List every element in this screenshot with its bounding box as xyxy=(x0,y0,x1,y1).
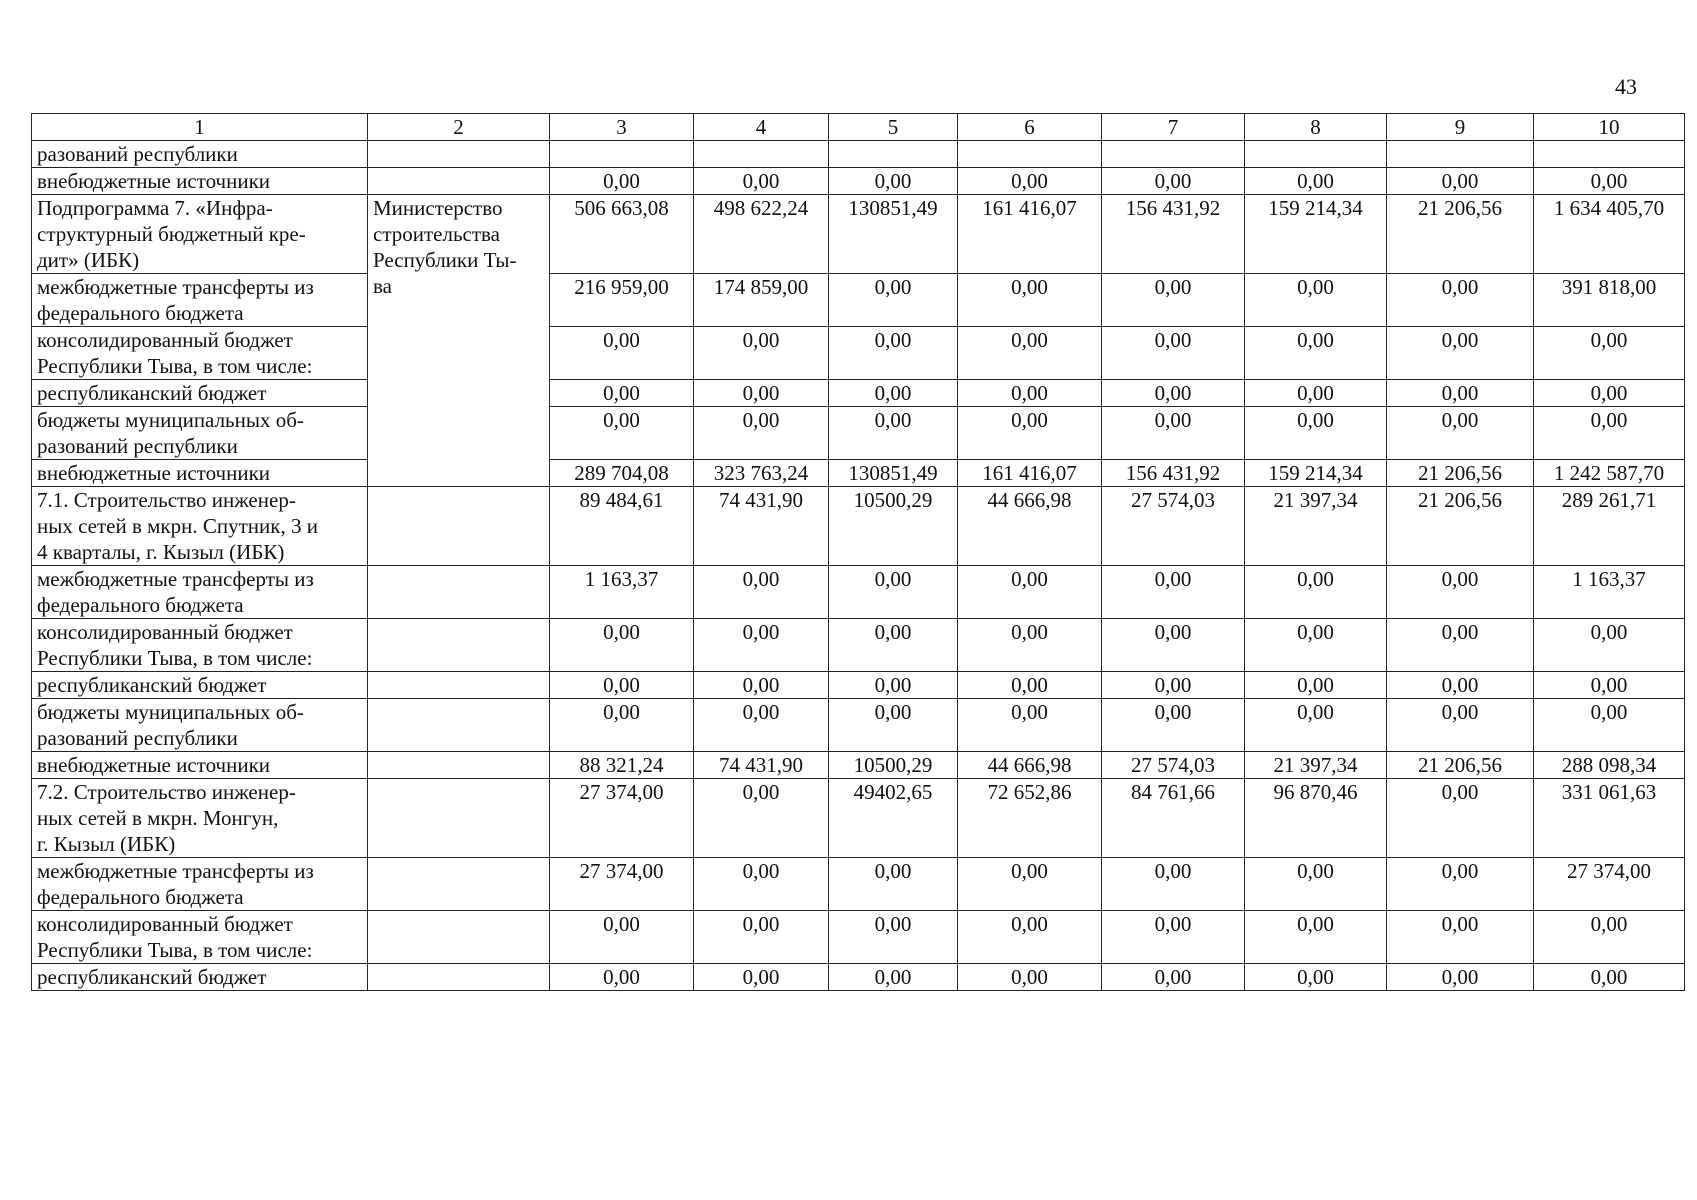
row-label xyxy=(32,752,368,779)
table-row xyxy=(32,168,1685,195)
value-cell-col-9 xyxy=(1387,141,1534,168)
row-label xyxy=(32,779,368,858)
value-cell-col-8: 0,00 xyxy=(1245,619,1387,672)
value-cell-col-7: 0,00 xyxy=(1102,380,1245,407)
value-cell-col-8: 159 214,34 xyxy=(1245,195,1387,274)
value-cell-col-6: 0,00 xyxy=(958,327,1102,380)
value-cell-col-10: 0,00 xyxy=(1534,327,1685,380)
table-row xyxy=(32,752,1685,779)
row-label-line: межбюджетные трансферты из xyxy=(37,859,314,883)
value-cell-col-8: 0,00 xyxy=(1245,380,1387,407)
row-label-line: Республики Тыва, в том числе: xyxy=(37,646,313,670)
row-label-line: разований республики xyxy=(37,142,238,166)
responsible-executor xyxy=(368,619,550,672)
responsible-executor-line: строительства xyxy=(373,222,501,246)
row-label xyxy=(32,141,368,168)
value-cell-col-7: 156 431,92 xyxy=(1102,195,1245,274)
value-cell-col-7: 0,00 xyxy=(1102,911,1245,964)
value-cell-col-6: 0,00 xyxy=(958,407,1102,460)
value-cell-col-6: 0,00 xyxy=(958,380,1102,407)
table-row xyxy=(32,619,1685,672)
value-cell-col-6: 0,00 xyxy=(958,964,1102,991)
value-cell-col-9: 0,00 xyxy=(1387,699,1534,752)
responsible-executor xyxy=(368,487,550,566)
value-cell-col-4: 323 763,24 xyxy=(694,460,829,487)
row-label-line: республиканский бюджет xyxy=(37,381,267,405)
value-cell-col-3: 89 484,61 xyxy=(550,487,694,566)
value-cell-col-10 xyxy=(1534,141,1685,168)
row-label-line: разований республики xyxy=(37,726,238,750)
responsible-executor-line: Министерство xyxy=(373,196,503,220)
table-row xyxy=(32,327,1685,380)
value-cell-col-9: 21 206,56 xyxy=(1387,487,1534,566)
row-label-line: внебюджетные источники xyxy=(37,753,271,777)
value-cell-col-7: 27 574,03 xyxy=(1102,487,1245,566)
value-cell-col-8: 0,00 xyxy=(1245,858,1387,911)
table-row xyxy=(32,964,1685,991)
value-cell-col-8: 0,00 xyxy=(1245,911,1387,964)
row-label xyxy=(32,327,368,380)
value-cell-col-6: 0,00 xyxy=(958,911,1102,964)
responsible-executor xyxy=(368,168,550,195)
value-cell-col-7 xyxy=(1102,141,1245,168)
value-cell-col-5: 0,00 xyxy=(829,911,958,964)
responsible-executor xyxy=(368,779,550,858)
value-cell-col-4: 0,00 xyxy=(694,380,829,407)
value-cell-col-10: 0,00 xyxy=(1534,168,1685,195)
value-cell-col-4: 0,00 xyxy=(694,858,829,911)
value-cell-col-4: 0,00 xyxy=(694,779,829,858)
row-label xyxy=(32,566,368,619)
value-cell-col-6: 0,00 xyxy=(958,858,1102,911)
value-cell-col-5: 130851,49 xyxy=(829,195,958,274)
row-label-line: Подпрограмма 7. «Инфра- xyxy=(37,196,273,220)
row-label-line: федерального бюджета xyxy=(37,885,244,909)
value-cell-col-4: 0,00 xyxy=(694,619,829,672)
row-label-line: ных сетей в мкрн. Спутник, 3 и xyxy=(37,514,318,538)
table-row xyxy=(32,141,1685,168)
value-cell-col-8: 0,00 xyxy=(1245,964,1387,991)
value-cell-col-9: 0,00 xyxy=(1387,566,1534,619)
value-cell-col-9: 0,00 xyxy=(1387,858,1534,911)
responsible-executor xyxy=(368,752,550,779)
value-cell-col-10: 0,00 xyxy=(1534,380,1685,407)
value-cell-col-3: 0,00 xyxy=(550,619,694,672)
value-cell-col-7: 0,00 xyxy=(1102,964,1245,991)
value-cell-col-8: 0,00 xyxy=(1245,672,1387,699)
value-cell-col-4: 498 622,24 xyxy=(694,195,829,274)
row-label xyxy=(32,168,368,195)
row-label-line: республиканский бюджет xyxy=(37,673,267,697)
value-cell-col-6: 161 416,07 xyxy=(958,460,1102,487)
column-number-1: 1 xyxy=(32,114,368,141)
table-row xyxy=(32,858,1685,911)
value-cell-col-3: 216 959,00 xyxy=(550,274,694,327)
table-row xyxy=(32,407,1685,460)
value-cell-col-6: 72 652,86 xyxy=(958,779,1102,858)
row-label-line: дит» (ИБК) xyxy=(37,248,140,272)
value-cell-col-8: 21 397,34 xyxy=(1245,752,1387,779)
row-label-line: ных сетей в мкрн. Монгун, xyxy=(37,806,279,830)
value-cell-col-6: 44 666,98 xyxy=(958,487,1102,566)
row-label-line: бюджеты муниципальных об- xyxy=(37,408,304,432)
row-label xyxy=(32,380,368,407)
value-cell-col-8: 159 214,34 xyxy=(1245,460,1387,487)
header-row xyxy=(32,114,1685,141)
value-cell-col-5: 0,00 xyxy=(829,672,958,699)
value-cell-col-10: 1 242 587,70 xyxy=(1534,460,1685,487)
value-cell-col-6: 0,00 xyxy=(958,672,1102,699)
row-label xyxy=(32,858,368,911)
value-cell-col-7: 0,00 xyxy=(1102,168,1245,195)
row-label xyxy=(32,699,368,752)
row-label xyxy=(32,487,368,566)
row-label-line: внебюджетные источники xyxy=(37,461,271,485)
value-cell-col-10: 391 818,00 xyxy=(1534,274,1685,327)
value-cell-col-7: 0,00 xyxy=(1102,672,1245,699)
value-cell-col-7: 0,00 xyxy=(1102,274,1245,327)
row-label-line: внебюджетные источники xyxy=(37,169,271,193)
column-number-8: 8 xyxy=(1245,114,1387,141)
value-cell-col-5: 49402,65 xyxy=(829,779,958,858)
table-row xyxy=(32,672,1685,699)
row-label xyxy=(32,672,368,699)
value-cell-col-10: 0,00 xyxy=(1534,699,1685,752)
value-cell-col-4 xyxy=(694,141,829,168)
value-cell-col-9: 0,00 xyxy=(1387,911,1534,964)
value-cell-col-6: 0,00 xyxy=(958,699,1102,752)
column-number-6: 6 xyxy=(958,114,1102,141)
value-cell-col-9: 21 206,56 xyxy=(1387,195,1534,274)
row-label-line: разований республики xyxy=(37,434,238,458)
value-cell-col-6: 0,00 xyxy=(958,274,1102,327)
responsible-executor xyxy=(368,964,550,991)
value-cell-col-10: 289 261,71 xyxy=(1534,487,1685,566)
row-label xyxy=(32,460,368,487)
value-cell-col-5: 0,00 xyxy=(829,619,958,672)
budget-table xyxy=(31,113,1685,991)
value-cell-col-7: 0,00 xyxy=(1102,407,1245,460)
value-cell-col-5: 0,00 xyxy=(829,380,958,407)
table-row xyxy=(32,699,1685,752)
value-cell-col-10: 288 098,34 xyxy=(1534,752,1685,779)
value-cell-col-9: 0,00 xyxy=(1387,380,1534,407)
value-cell-col-9: 0,00 xyxy=(1387,619,1534,672)
value-cell-col-3 xyxy=(550,141,694,168)
row-label-line: межбюджетные трансферты из xyxy=(37,275,314,299)
value-cell-col-5: 0,00 xyxy=(829,407,958,460)
row-label-line: 7.2. Строительство инженер- xyxy=(37,780,296,804)
value-cell-col-4: 0,00 xyxy=(694,327,829,380)
row-label-line: Республики Тыва, в том числе: xyxy=(37,938,313,962)
value-cell-col-10: 1 634 405,70 xyxy=(1534,195,1685,274)
value-cell-col-3: 88 321,24 xyxy=(550,752,694,779)
row-label xyxy=(32,407,368,460)
value-cell-col-5: 0,00 xyxy=(829,699,958,752)
value-cell-col-5: 10500,29 xyxy=(829,752,958,779)
page-number: 43 xyxy=(1615,74,1637,99)
column-number-5: 5 xyxy=(829,114,958,141)
value-cell-col-3: 0,00 xyxy=(550,672,694,699)
value-cell-col-6 xyxy=(958,141,1102,168)
value-cell-col-4: 74 431,90 xyxy=(694,487,829,566)
value-cell-col-7: 27 574,03 xyxy=(1102,752,1245,779)
responsible-executor xyxy=(368,911,550,964)
value-cell-col-7: 156 431,92 xyxy=(1102,460,1245,487)
value-cell-col-3: 27 374,00 xyxy=(550,858,694,911)
responsible-executor xyxy=(368,566,550,619)
value-cell-col-9: 0,00 xyxy=(1387,327,1534,380)
row-label xyxy=(32,619,368,672)
value-cell-col-9: 0,00 xyxy=(1387,779,1534,858)
value-cell-col-10: 0,00 xyxy=(1534,672,1685,699)
row-label-line: структурный бюджетный кре- xyxy=(37,222,306,246)
responsible-executor xyxy=(368,699,550,752)
value-cell-col-8 xyxy=(1245,141,1387,168)
value-cell-col-7: 0,00 xyxy=(1102,566,1245,619)
value-cell-col-5: 0,00 xyxy=(829,964,958,991)
row-label-line: 4 кварталы, г. Кызыл (ИБК) xyxy=(37,540,285,564)
value-cell-col-4: 0,00 xyxy=(694,407,829,460)
value-cell-col-10: 0,00 xyxy=(1534,619,1685,672)
value-cell-col-9: 0,00 xyxy=(1387,964,1534,991)
row-label-line: консолидированный бюджет xyxy=(37,912,293,936)
row-label-line: бюджеты муниципальных об- xyxy=(37,700,304,724)
value-cell-col-8: 21 397,34 xyxy=(1245,487,1387,566)
value-cell-col-3: 0,00 xyxy=(550,407,694,460)
value-cell-col-10: 0,00 xyxy=(1534,407,1685,460)
column-number-4: 4 xyxy=(694,114,829,141)
value-cell-col-3: 0,00 xyxy=(550,327,694,380)
row-label-line: федерального бюджета xyxy=(37,301,244,325)
value-cell-col-4: 0,00 xyxy=(694,699,829,752)
value-cell-col-7: 0,00 xyxy=(1102,699,1245,752)
table-row xyxy=(32,195,1685,274)
value-cell-col-9: 0,00 xyxy=(1387,407,1534,460)
value-cell-col-10: 1 163,37 xyxy=(1534,566,1685,619)
value-cell-col-9: 0,00 xyxy=(1387,672,1534,699)
responsible-executor xyxy=(368,141,550,168)
value-cell-col-4: 0,00 xyxy=(694,168,829,195)
value-cell-col-6: 0,00 xyxy=(958,619,1102,672)
value-cell-col-5: 0,00 xyxy=(829,327,958,380)
table-row xyxy=(32,779,1685,858)
row-label-line: республиканский бюджет xyxy=(37,965,267,989)
value-cell-col-4: 0,00 xyxy=(694,566,829,619)
table-row xyxy=(32,274,1685,327)
value-cell-col-3: 0,00 xyxy=(550,168,694,195)
responsible-executor-line: ва xyxy=(373,274,392,298)
value-cell-col-7: 0,00 xyxy=(1102,858,1245,911)
value-cell-col-5: 0,00 xyxy=(829,858,958,911)
row-label-line: г. Кызыл (ИБК) xyxy=(37,832,176,856)
column-number-7: 7 xyxy=(1102,114,1245,141)
column-number-10: 10 xyxy=(1534,114,1685,141)
row-label xyxy=(32,195,368,274)
table-row xyxy=(32,380,1685,407)
table-row xyxy=(32,487,1685,566)
value-cell-col-5: 10500,29 xyxy=(829,487,958,566)
value-cell-col-9: 0,00 xyxy=(1387,274,1534,327)
value-cell-col-8: 0,00 xyxy=(1245,566,1387,619)
value-cell-col-9: 21 206,56 xyxy=(1387,752,1534,779)
value-cell-col-3: 0,00 xyxy=(550,380,694,407)
value-cell-col-5: 130851,49 xyxy=(829,460,958,487)
value-cell-col-8: 0,00 xyxy=(1245,699,1387,752)
value-cell-col-9: 21 206,56 xyxy=(1387,460,1534,487)
value-cell-col-8: 0,00 xyxy=(1245,168,1387,195)
value-cell-col-10: 331 061,63 xyxy=(1534,779,1685,858)
value-cell-col-7: 0,00 xyxy=(1102,327,1245,380)
row-label-line: федерального бюджета xyxy=(37,593,244,617)
value-cell-col-5: 0,00 xyxy=(829,274,958,327)
table-row xyxy=(32,911,1685,964)
value-cell-col-5 xyxy=(829,141,958,168)
value-cell-col-7: 0,00 xyxy=(1102,619,1245,672)
value-cell-col-3: 289 704,08 xyxy=(550,460,694,487)
value-cell-col-4: 0,00 xyxy=(694,672,829,699)
value-cell-col-3: 27 374,00 xyxy=(550,779,694,858)
value-cell-col-4: 74 431,90 xyxy=(694,752,829,779)
row-label xyxy=(32,274,368,327)
value-cell-col-8: 0,00 xyxy=(1245,274,1387,327)
column-number-3: 3 xyxy=(550,114,694,141)
value-cell-col-5: 0,00 xyxy=(829,566,958,619)
value-cell-col-6: 0,00 xyxy=(958,566,1102,619)
row-label xyxy=(32,911,368,964)
value-cell-col-5: 0,00 xyxy=(829,168,958,195)
responsible-executor xyxy=(368,195,550,487)
column-number-9: 9 xyxy=(1387,114,1534,141)
responsible-executor-line: Республики Ты- xyxy=(373,248,517,272)
value-cell-col-8: 96 870,46 xyxy=(1245,779,1387,858)
row-label-line: межбюджетные трансферты из xyxy=(37,567,314,591)
row-label-line: Республики Тыва, в том числе: xyxy=(37,354,313,378)
value-cell-col-7: 84 761,66 xyxy=(1102,779,1245,858)
table-row xyxy=(32,566,1685,619)
value-cell-col-3: 506 663,08 xyxy=(550,195,694,274)
value-cell-col-6: 44 666,98 xyxy=(958,752,1102,779)
column-number-2: 2 xyxy=(368,114,550,141)
value-cell-col-9: 0,00 xyxy=(1387,168,1534,195)
value-cell-col-6: 161 416,07 xyxy=(958,195,1102,274)
value-cell-col-3: 0,00 xyxy=(550,964,694,991)
row-label-line: консолидированный бюджет xyxy=(37,620,293,644)
row-label-line: консолидированный бюджет xyxy=(37,328,293,352)
responsible-executor xyxy=(368,858,550,911)
value-cell-col-3: 0,00 xyxy=(550,699,694,752)
row-label-line: 7.1. Строительство инженер- xyxy=(37,488,296,512)
value-cell-col-10: 27 374,00 xyxy=(1534,858,1685,911)
responsible-executor xyxy=(368,672,550,699)
value-cell-col-4: 0,00 xyxy=(694,964,829,991)
value-cell-col-4: 174 859,00 xyxy=(694,274,829,327)
value-cell-col-10: 0,00 xyxy=(1534,911,1685,964)
value-cell-col-4: 0,00 xyxy=(694,911,829,964)
table-row xyxy=(32,460,1685,487)
value-cell-col-8: 0,00 xyxy=(1245,407,1387,460)
value-cell-col-3: 1 163,37 xyxy=(550,566,694,619)
value-cell-col-6: 0,00 xyxy=(958,168,1102,195)
row-label xyxy=(32,964,368,991)
value-cell-col-8: 0,00 xyxy=(1245,327,1387,380)
value-cell-col-3: 0,00 xyxy=(550,911,694,964)
value-cell-col-10: 0,00 xyxy=(1534,964,1685,991)
